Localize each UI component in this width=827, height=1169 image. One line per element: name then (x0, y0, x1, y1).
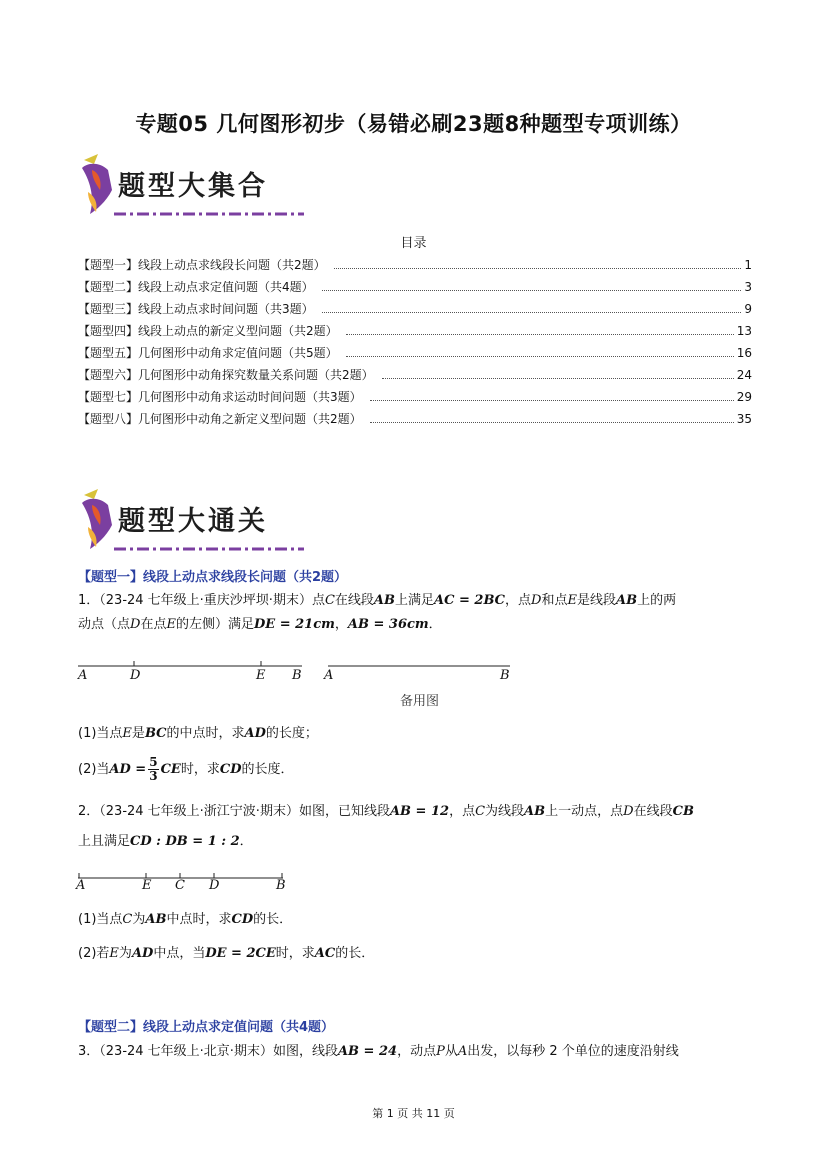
point-label: B (276, 878, 286, 893)
point-label: A (324, 668, 334, 683)
toc-item[interactable] (78, 301, 752, 323)
point-label: A (78, 668, 88, 683)
banner-title: 题型大集合 (118, 171, 268, 202)
point-label: E (256, 668, 266, 683)
question-2-part-1: (1)当点C为AB中点时，求CD的长． (78, 912, 293, 927)
section-banner-collection (78, 150, 308, 222)
toc-item[interactable] (78, 367, 752, 389)
point-label: A (76, 878, 86, 893)
toc-item-label: 【题型一】线段上动点求线段长问题（共2题） (78, 258, 326, 272)
point-label: C (175, 878, 185, 893)
section-banner-challenge (78, 485, 308, 557)
question-2-text: 2．（23-24 七年级上·浙江宁波·期末）如图，已知线段AB = 12，点C为线段AB上一动点，点D在线段CB 上且满足CD : DB = 1 : 2． (78, 804, 694, 849)
question-1-part-2: (2)当AD = $\frac{5}{3}$ CE时，求CD的长度． (78, 755, 294, 783)
figure-caption: 备用图 (400, 694, 440, 709)
table-of-contents (78, 257, 752, 433)
toc-item-label: 【题型二】线段上动点求定值问题（共4题） (78, 280, 314, 294)
point-label: B (500, 668, 510, 683)
page-footer: 第 1 页 共 11 页 (372, 1107, 455, 1120)
point-label: D (209, 878, 220, 893)
toc-item-label: 【题型三】线段上动点求时间问题（共3题） (78, 302, 314, 316)
point-label: B (292, 668, 302, 683)
page-title: 专题05 几何图形初步（易错必刷23题8种题型专项训练） (135, 112, 692, 136)
toc-item-page: 13 (736, 324, 752, 338)
toc-item-page: 3 (744, 280, 752, 294)
question-1-part-1: (1)当点E是BC的中点时，求AD的长度； (78, 726, 318, 741)
point-label: D (130, 668, 141, 683)
question-2-part-2: (2)若E为AD中点，当DE = 2CE时，求AC的长． (78, 946, 375, 961)
toc-item[interactable] (78, 257, 752, 279)
section-heading-2: 【题型二】线段上动点求定值问题（共4题） (78, 1020, 335, 1035)
segment-diagram (78, 870, 298, 884)
toc-item-label: 【题型四】线段上动点的新定义型问题（共2题） (78, 324, 338, 338)
toc-item-label: 【题型八】几何图形中动角之新定义型问题（共2题） (78, 412, 362, 426)
toc-item[interactable] (78, 411, 752, 433)
toc-item-page: 9 (744, 302, 752, 316)
question-1-text: 1．（23-24 七年级上·重庆沙坪坝·期末）点C在线段AB上满足AC = 2BC，点D和点E是线段AB上的两 动点（点D在点E的左侧）满足DE = 21cm，AB = 36cm． (78, 593, 677, 632)
toc-item[interactable] (78, 389, 752, 411)
question-2-figure (78, 870, 298, 898)
question-3-text: 3．（23-24 七年级上·北京·期末）如图，线段AB = 24，动点P从A出发，以每秒 2 个单位的速度沿射线 (78, 1044, 679, 1059)
toc-item[interactable] (78, 323, 752, 345)
question-1-figure (78, 658, 518, 718)
toc-item-page: 1 (744, 258, 752, 272)
point-label: E (142, 878, 152, 893)
toc-item-page: 29 (736, 390, 752, 404)
toc-item-page: 16 (736, 346, 752, 360)
toc-item[interactable] (78, 345, 752, 367)
toc-item-page: 24 (736, 368, 752, 382)
section-heading-1: 【题型一】线段上动点求线段长问题（共2题） (78, 570, 348, 585)
toc-item[interactable] (78, 279, 752, 301)
toc-item-label: 【题型七】几何图形中动角求运动时间问题（共3题） (78, 390, 362, 404)
toc-item-page: 35 (736, 412, 752, 426)
toc-item-label: 【题型六】几何图形中动角探究数量关系问题（共2题） (78, 368, 374, 382)
toc-item-label: 【题型五】几何图形中动角求定值问题（共5题） (78, 346, 338, 360)
banner-title: 题型大通关 (118, 506, 268, 537)
toc-heading: 目录 (400, 236, 427, 251)
fraction: $\frac{5}{3}$ (149, 755, 158, 783)
